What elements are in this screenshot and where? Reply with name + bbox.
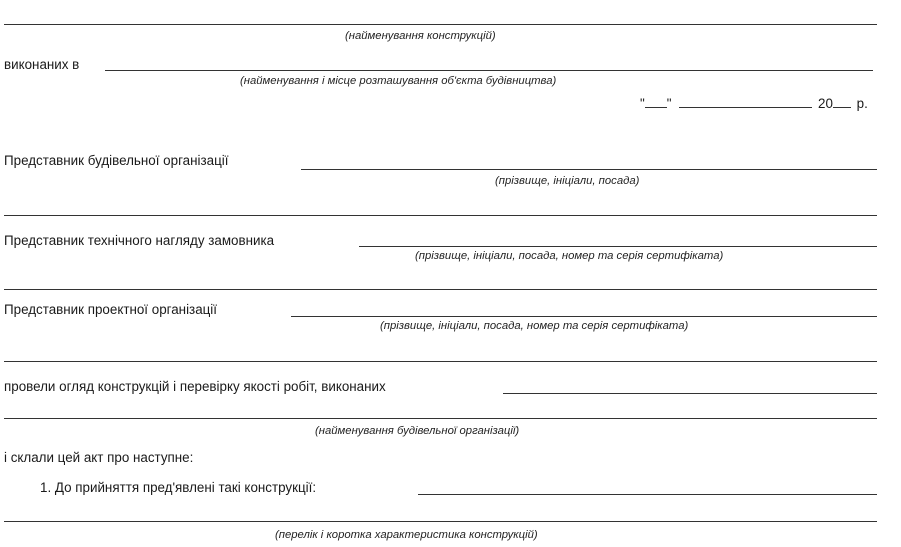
tech-supervision-line[interactable] bbox=[359, 246, 877, 247]
caption-builder-rep: (прізвище, ініціали, посада) bbox=[495, 175, 640, 187]
month-field[interactable] bbox=[679, 95, 812, 108]
design-org-line[interactable] bbox=[291, 316, 877, 317]
caption-constructions: (найменування конструкцій) bbox=[345, 30, 496, 42]
date-quote-open: " bbox=[640, 96, 645, 111]
tech-supervision-label: Представник технічного нагляду замовника bbox=[4, 233, 275, 248]
builder-rep-line[interactable] bbox=[301, 169, 877, 170]
caption-constructions-list: (перелік і коротка характеристика конструкцій) bbox=[275, 529, 538, 541]
tech-supervision-line-2[interactable] bbox=[4, 289, 877, 290]
day-field[interactable] bbox=[645, 95, 667, 108]
caption-design-org: (прізвище, ініціали, посада, номер та серія сертифіката) bbox=[380, 320, 689, 332]
constructions-name-line[interactable] bbox=[4, 24, 877, 25]
year-suffix: р. bbox=[856, 96, 868, 111]
builder-rep-line-2[interactable] bbox=[4, 215, 877, 216]
year-prefix: 20 bbox=[818, 96, 833, 111]
design-org-label: Представник проектної організації bbox=[4, 302, 218, 317]
date-line bbox=[640, 95, 868, 112]
executed-in-label: виконаних в bbox=[4, 57, 80, 72]
object-name-line[interactable] bbox=[105, 70, 873, 71]
builder-rep-label: Представник будівельної організації bbox=[4, 153, 229, 168]
item1-line[interactable] bbox=[418, 494, 877, 495]
inspection-line[interactable] bbox=[503, 393, 877, 394]
design-org-line-2[interactable] bbox=[4, 361, 877, 362]
constructions-list-line[interactable] bbox=[4, 521, 877, 522]
item1-label: 1. До прийняття пред'явлені такі конструкції: bbox=[40, 480, 317, 495]
act-label: і склали цей акт про наступне: bbox=[4, 450, 194, 465]
caption-builder-org: (найменування будівельної організації) bbox=[315, 425, 520, 437]
year-field[interactable] bbox=[833, 95, 851, 108]
caption-object: (найменування і місце розташування об'єкта будівництва) bbox=[240, 75, 557, 87]
date-quote-close: " bbox=[666, 96, 672, 111]
caption-tech-supervision: (прізвище, ініціали, посада, номер та серія сертифіката) bbox=[415, 250, 724, 262]
builder-org-line[interactable] bbox=[4, 418, 877, 419]
inspection-label: провели огляд конструкцій і перевірку якості робіт, виконаних bbox=[4, 379, 386, 394]
